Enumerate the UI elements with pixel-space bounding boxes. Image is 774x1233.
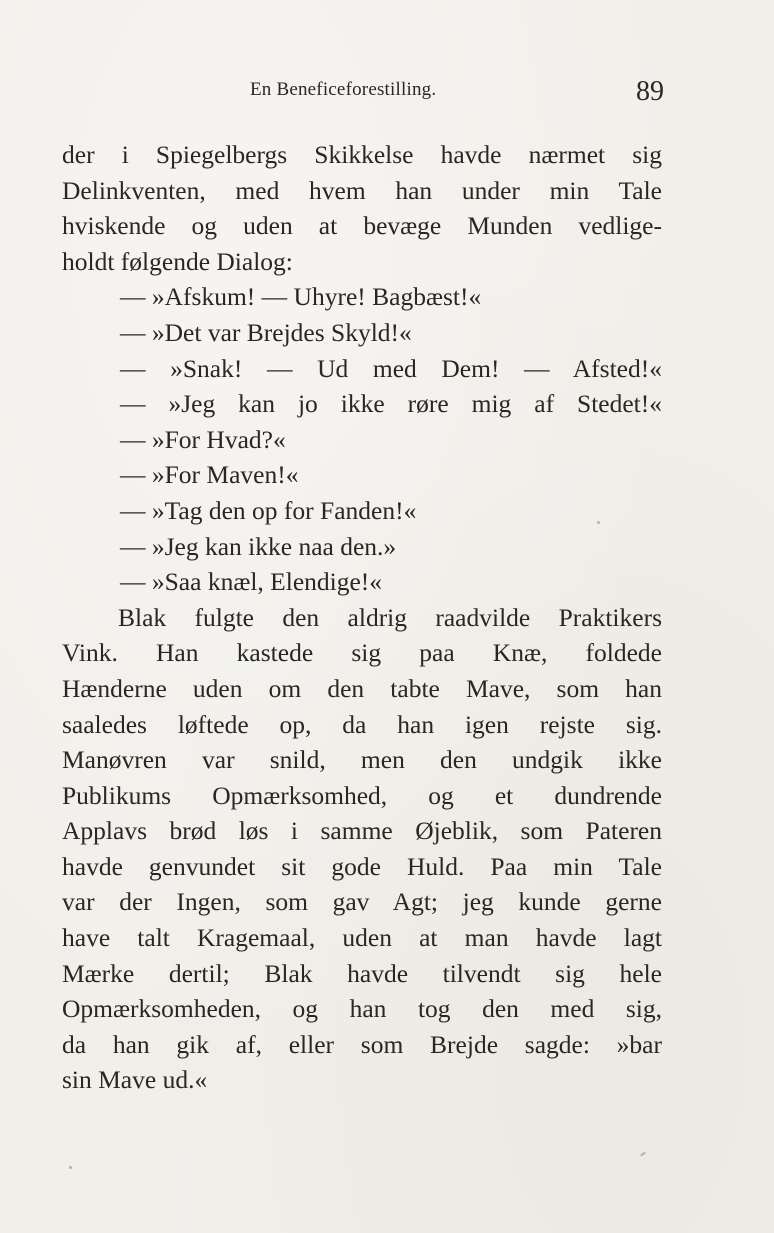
text-line: holdt følgende Dialog:	[62, 246, 293, 276]
text-line: Publikums Opmærksomhed, og et dundrende	[62, 780, 662, 810]
text-line: var der Ingen, som gav Agt; jeg kunde gerne	[62, 887, 662, 917]
paper-speck	[69, 1166, 72, 1169]
dialog-line: — »Saa knæl, Elendige!«	[120, 567, 383, 597]
dialog-line: — »Afskum! — Uhyre! Bagbæst!«	[120, 282, 482, 312]
dialog-line: — »Det var Brejdes Skyld!«	[120, 317, 412, 347]
page-header	[62, 76, 662, 110]
text-line: sin Mave ud.«	[62, 1065, 208, 1095]
dialog-line: — »Jeg kan jo ikke røre mig af Stedet!«	[120, 389, 662, 419]
text-line: hviskende og uden at bevæge Munden vedlige-	[62, 211, 662, 241]
text-line: have talt Kragemaal, uden at man havde lagt	[62, 923, 662, 953]
dialog-line: — »Jeg kan ikke naa den.»	[120, 531, 397, 561]
page-number: 89	[636, 76, 664, 107]
paper-speck	[640, 1151, 646, 1156]
text-line: saaledes løftede op, da han igen rejste sig.	[62, 709, 662, 739]
text-line: da han gik af, eller som Brejde sagde: »bar	[62, 1029, 662, 1059]
dialog-line: — »For Maven!«	[120, 460, 299, 490]
text-line: Hænderne uden om den tabte Mave, som han	[62, 673, 662, 703]
text-line: Opmærksomheden, og han tog den med sig,	[62, 994, 662, 1024]
text-line: der i Spiegelbergs Skikkelse havde nærmet sig	[62, 140, 662, 169]
text-line: Manøvren var snild, men den undgik ikke	[62, 745, 662, 775]
dialog-line: — »Snak! — Ud med Dem! — Afsted!«	[120, 353, 662, 383]
body-text	[62, 137, 662, 1098]
dialog-line: — »Tag den op for Fanden!«	[120, 495, 417, 525]
text-line: Mærke dertil; Blak havde tilvendt sig hele	[62, 958, 662, 988]
dialog-line: — »For Hvad?«	[120, 424, 286, 454]
paper-speck	[597, 521, 600, 524]
text-line: havde genvundet sit gode Huld. Paa min Tale	[62, 851, 662, 881]
running-title: En Beneficeforestilling.	[250, 79, 437, 100]
text-line: Blak fulgte den aldrig raadvilde Praktikers	[118, 602, 662, 632]
text-line: Vink. Han kastede sig paa Knæ, foldede	[62, 638, 662, 668]
text-line: Applavs brød løs i samme Øjeblik, som Pateren	[62, 816, 662, 846]
text-line: Delinkventen, med hvem han under min Tale	[62, 175, 662, 205]
